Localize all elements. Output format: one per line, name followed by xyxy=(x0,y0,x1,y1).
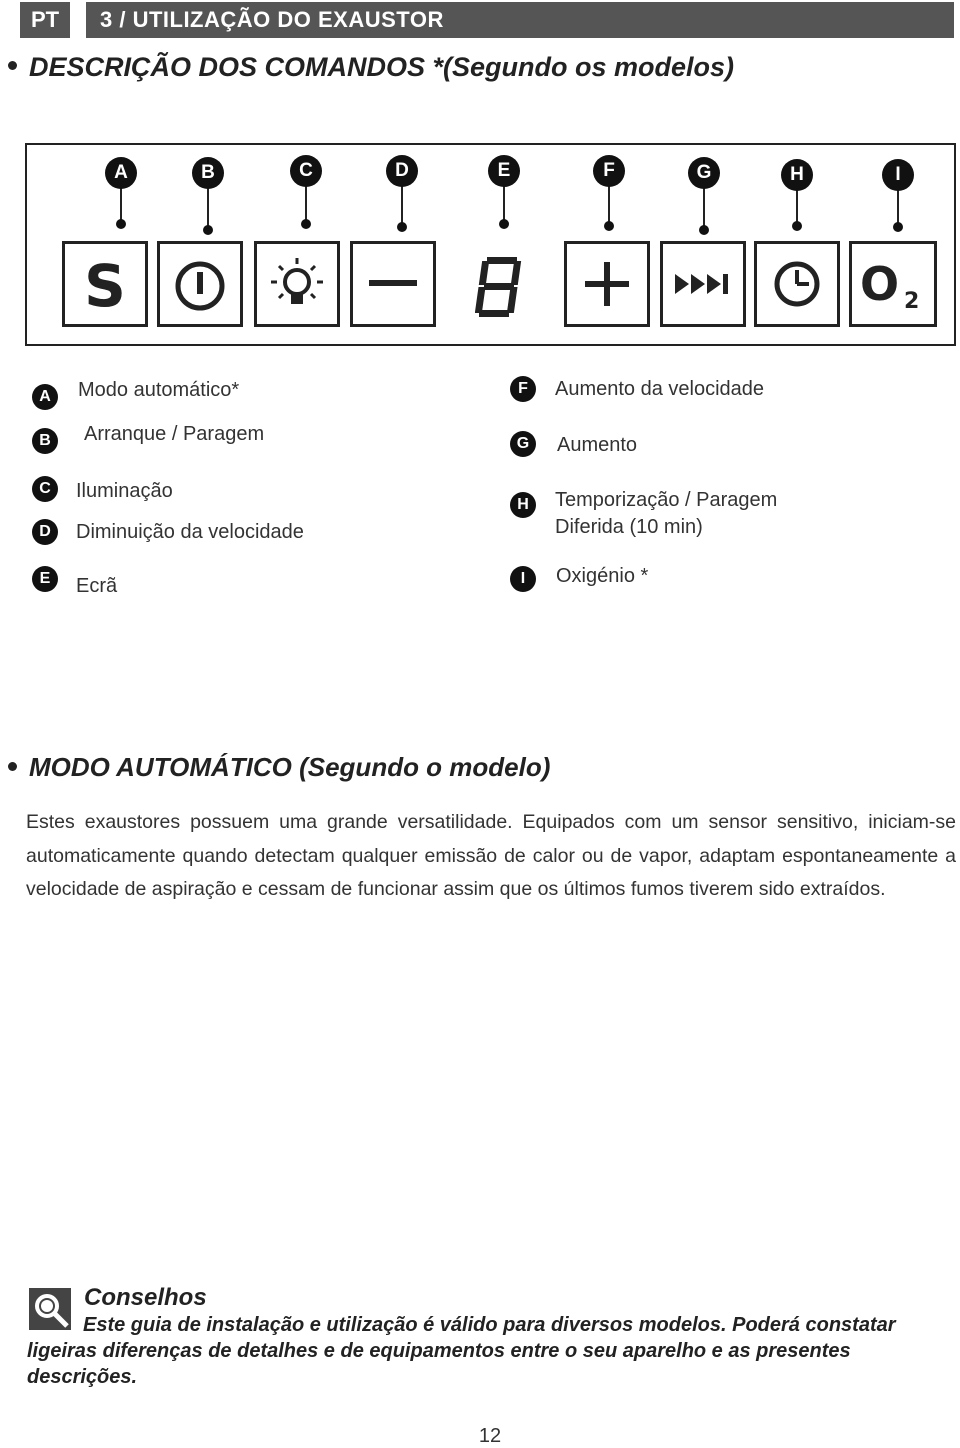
bullet-icon xyxy=(8,762,17,771)
speed-down-button xyxy=(350,241,436,327)
svg-text:S: S xyxy=(84,252,126,320)
svg-text:O: O xyxy=(860,257,900,311)
legend-text-d: Diminuição da velocidade xyxy=(76,521,304,543)
clock-icon xyxy=(757,244,837,324)
legend-text-f: Aumento da velocidade xyxy=(555,378,765,400)
letter-s-icon xyxy=(65,244,145,324)
marker-a-label: A xyxy=(105,157,137,189)
marker-f-label: F xyxy=(593,155,625,187)
section-title-commands-text: DESCRIÇÃO DOS COMANDOS *(Segundo os modelos) xyxy=(29,52,735,82)
speed-up-button xyxy=(564,241,650,327)
legend-text-g: Aumento xyxy=(557,434,638,456)
marker-c xyxy=(299,160,313,225)
legend-badge-g: G xyxy=(510,431,536,457)
on-off-button xyxy=(157,241,243,327)
language-badge: PT xyxy=(20,2,70,38)
fast-forward-icon xyxy=(663,244,743,324)
plus-icon xyxy=(567,244,647,324)
legend-text-e: Ecrã xyxy=(76,575,118,597)
section-title-commands xyxy=(8,52,734,83)
legend-badge-b: B xyxy=(32,428,58,454)
tip-text: Este guia de instalação e utilização é válido para diversos modelos. Poderá constatar ligeiras diferenças de detalhes e de equipamentos entre o seu aparelho e as presentes descrições. xyxy=(27,1314,896,1388)
oxygen-button xyxy=(849,241,937,327)
minus-icon xyxy=(353,244,433,324)
legend-badge-c: C xyxy=(32,476,58,502)
timer-button xyxy=(754,241,840,327)
section-title-auto-mode xyxy=(8,752,550,783)
legend-text-h-line2: Diferida (10 min) xyxy=(555,516,703,538)
marker-f xyxy=(603,160,615,227)
page-number: 12 xyxy=(478,1425,502,1447)
legend-text-h: Temporização / Paragem xyxy=(555,489,778,511)
tip-title: Conselhos xyxy=(84,1284,207,1311)
marker-e-label: E xyxy=(488,155,520,187)
marker-i-label: I xyxy=(882,159,914,191)
legend-text-i: Oxigénio * xyxy=(556,565,649,587)
marker-e xyxy=(497,160,511,225)
power-icon xyxy=(160,244,240,324)
legend-text-b: Arranque / Paragem xyxy=(84,423,265,445)
legend-badge-d: D xyxy=(32,519,58,545)
marker-g xyxy=(696,162,712,231)
marker-h xyxy=(790,164,804,227)
marker-d-label: D xyxy=(386,155,418,187)
marker-g-label: G xyxy=(688,157,720,189)
auto-mode-paragraph: Estes exaustores possuem uma grande versatilidade. Equipados com um sensor sensitivo, iniciam-se automaticamente quando detectam qualquer emissão de calor ou de vapor, adaptam espontaneamente a velocidade de aspiração e cessam de funcionar assim que os últimos fumos tiverem sido extraídos. xyxy=(26,811,956,900)
section-title-auto-mode-text: MODO AUTOMÁTICO (Segundo o modelo) xyxy=(29,752,551,782)
oxygen-icon xyxy=(852,244,932,324)
legend-badge-a: A xyxy=(32,384,58,410)
marker-b xyxy=(201,162,215,231)
marker-c-label: C xyxy=(290,155,322,187)
svg-text:2: 2 xyxy=(904,289,920,314)
legend-badge-h: H xyxy=(510,492,536,518)
chapter-title: 3 / UTILIZAÇÃO DO EXAUSTOR xyxy=(86,2,954,38)
legend-badge-i: I xyxy=(510,566,536,592)
legend-text-c: Iluminação xyxy=(76,480,173,502)
seven-segment-display-icon xyxy=(475,255,523,319)
marker-b-label: B xyxy=(192,157,224,189)
marker-i xyxy=(895,164,901,228)
control-panel-figure xyxy=(25,143,956,346)
lighting-button xyxy=(254,241,340,327)
legend-badge-f: F xyxy=(510,376,536,402)
marker-a xyxy=(114,162,128,225)
legend-text-a: Modo automático* xyxy=(78,379,240,401)
bullet-icon xyxy=(8,61,17,70)
auto-mode-button xyxy=(62,241,148,327)
marker-h-label: H xyxy=(781,159,813,191)
light-bulb-icon xyxy=(257,244,337,324)
marker-d xyxy=(395,160,409,228)
legend-badge-e: E xyxy=(32,566,58,592)
boost-button xyxy=(660,241,746,327)
